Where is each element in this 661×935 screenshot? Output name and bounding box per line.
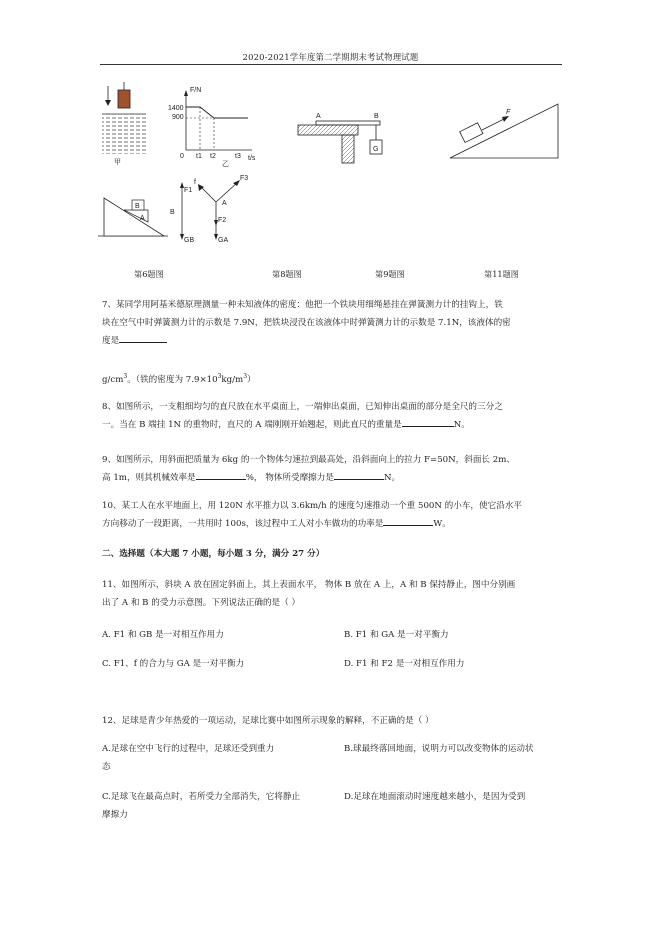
figure-6b [98,172,268,250]
q12-option-d[interactable]: D.足球在地面滚动时速度越来越小，是因为受到 [344,792,526,802]
caption-11: 第11题图 [484,269,519,279]
q11-option-b[interactable]: B. F1 和 GA 是一对平衡力 [344,630,449,640]
q12-option-b[interactable]: B.球最终落回地面，说明力可以改变物体的运动状 [344,744,534,754]
q10-line2: 方向移动了一段距离，一共用时 100s，该过程中工人对小车做功的功率是 W。 [102,515,564,533]
label-f3: F3 [240,175,249,182]
q7-line4: $g/cm^3$。（铁的密度为 $7.9\times 10^3kg/m^3$） [102,373,256,385]
label-t2: t2 [210,153,216,160]
label-a: A [316,113,321,120]
label-t1: t1 [196,153,202,160]
q11-option-d[interactable]: D. F1 和 F2 是一对相互作用力 [344,659,465,669]
q9-friction-blank[interactable] [334,469,384,480]
q11-option-c[interactable]: C. F1、f 的合力与 GA 是一对平衡力 [102,659,245,669]
q8-line1: 8、如图所示，一支粗细均匀的直尺放在水平桌面上，一端伸出桌面，已知伸出桌面的部分是全尺的三分之 [102,402,503,412]
ruler [316,121,380,125]
question-11 [102,576,564,612]
force-curve [186,107,248,118]
label-b: B [374,113,379,120]
question-9 [102,451,564,487]
label-b2: B [170,209,175,216]
caption-8: 第8题图 [272,269,302,279]
label-fn: F/N [190,87,202,94]
label-zero: 0 [180,153,184,160]
label-g: G [373,146,379,153]
label-900: 900 [172,114,184,121]
hanging-block [118,90,130,108]
q12-option-c[interactable]: C.足球飞在最高点时，若所受力全部消失，它将静止 [102,792,301,802]
q7-line3: 度是 [102,332,564,350]
q7-answer-blank[interactable] [119,332,167,343]
figure-8 [296,110,386,166]
question-10 [102,497,564,533]
label-f2: F2 [218,217,227,224]
label-a2: A [222,200,227,207]
label-jia: 甲 [114,159,121,166]
question-12: 12、足球是青少年热爱的一项运动，足球比赛中如图所示现象的解释，不正确的是（ ） [102,716,434,726]
question-7 [102,296,564,350]
label-a: A [140,215,145,222]
section-choice-heading: 二、选择题（本大题 7 小题，每小题 3 分，满分 27 分） [102,549,325,559]
q10-answer-blank[interactable] [383,515,433,526]
label-f: f [194,179,196,186]
label-yi: 乙 [222,161,229,168]
question-8 [102,398,564,434]
figure-9 [448,100,564,162]
header-divider [100,64,562,65]
q9-line2: 高 1m，则其机械效率是 %， 物体所受摩擦力是 N。 [102,469,564,487]
q11-option-a[interactable]: A. F1 和 GB 是一对相互作用力 [102,630,224,640]
q8-answer-blank[interactable] [402,416,454,427]
label-ts: t/s [248,155,256,162]
table-top [298,125,358,135]
caption-6: 第6题图 [134,269,164,279]
figure-6a [100,80,270,172]
label-1400: 1400 [168,105,184,112]
q10-line1: 10、某工人在水平地面上，用 120N 水平推力以 3.6km/h 的速度匀速推动一个重 500N 的小车，使它沿水平 [102,501,523,511]
label-gb: GB [184,237,195,244]
caption-9: 第9题图 [375,269,405,279]
page-header: 2020-2021学年度第二学期期末考试物理试题 [242,52,419,62]
q12-option-a[interactable]: A.足球在空中飞行的过程中，足球还受到重力 [102,744,275,754]
label-b: B [135,203,140,210]
q9-efficiency-blank[interactable] [196,469,246,480]
q9-line1: 9、如图所示，用斜面把质量为 6kg 的一个物体匀速拉到最高处，沿斜面向上的拉力 F=50N，斜面长 2m、 [102,455,515,465]
table-leg [342,135,354,163]
q11-line1: 11、如图所示，斜块 A 放在固定斜面上，其上表面水平， 物体 B 放在 A 上，A 和 B 保持静止，图中分别画 [102,580,516,590]
q12-option-b-cont: 态 [102,762,111,772]
label-f: F [506,109,511,116]
slope-block [460,123,483,143]
label-t3: t3 [235,153,241,160]
q7-line2: 块在空气中时弹簧测力计的示数是 7.9N，把铁块浸没在该液体中时弹簧测力计的示数是 7.1N，该液体的密 [102,318,511,328]
water-block [102,114,146,154]
label-ga: GA [218,237,229,244]
q8-line2: 一。当在 B 端挂 1N 的重物时，直尺的 A 端刚刚开始翘起，则此直尺的重量是 N。 [102,416,564,434]
q7-line1: 7、某同学用阿基米德原理测量一种未知液体的密度：他把一个铁块用细绳悬挂在弹簧测力计的挂钩上，铁 [102,300,503,310]
label-f1: F1 [184,187,193,194]
q11-line2: 出了 A 和 B 的受力示意图。下列说法正确的是（ ） [102,598,301,608]
q12-option-d-cont: 摩擦力 [102,810,128,820]
